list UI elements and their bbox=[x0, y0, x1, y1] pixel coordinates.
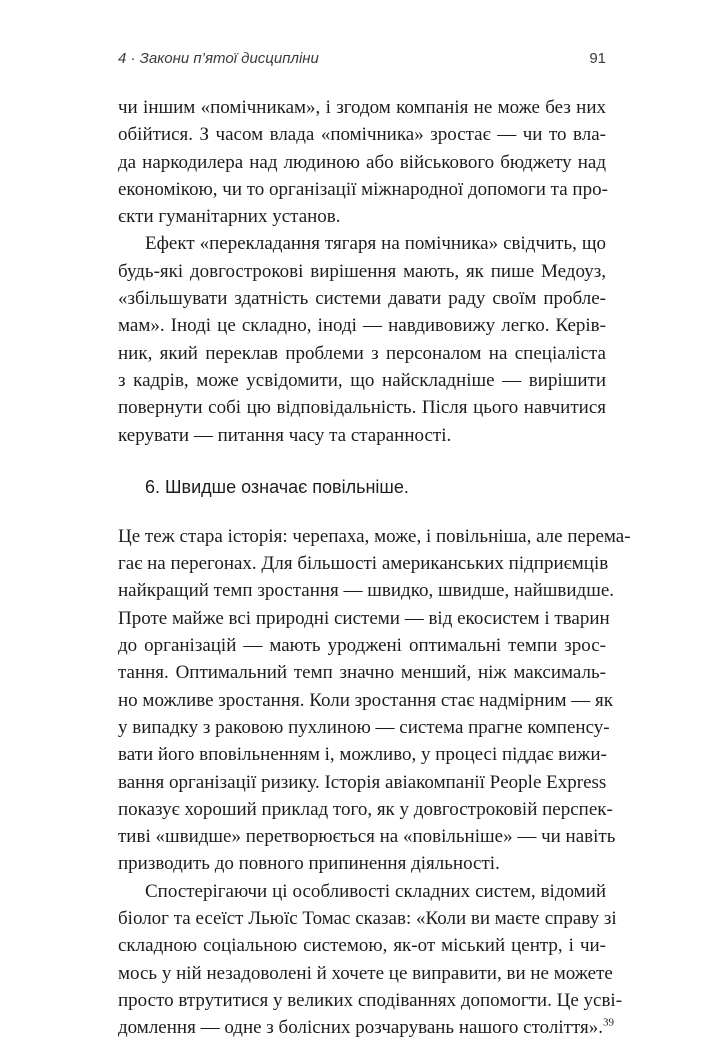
text-line: обійтися. З часом влада «помічника» зростає — чи то вла- bbox=[118, 124, 606, 146]
text-line: економікою, чи то організації міжнародної допомоги та про- bbox=[118, 178, 608, 200]
text-line: повернути собі цю відповідальність. Після цього навчитися bbox=[118, 397, 606, 419]
footnote-reference: 39 bbox=[602, 1016, 614, 1029]
text-line: будь-які довгострокові вирішення мають, як пише Медоуз, bbox=[118, 260, 606, 282]
text-line: біолог та есеїст Льюїс Томас сказав: «Коли ви маєте справу зі bbox=[118, 908, 617, 930]
text-line: ник, який переклав проблеми з персоналом на спеціаліста bbox=[118, 342, 606, 364]
text-line: показує хороший приклад того, як у довгостроковій перспек- bbox=[118, 798, 613, 820]
text-line: складною соціальною системою, як-от міський центр, і чи- bbox=[118, 935, 606, 957]
text-line: з кадрів, може усвідомити, що найскладніше — вирішити bbox=[118, 369, 606, 391]
paragraph bbox=[118, 878, 623, 1042]
text-line: Це теж стара історія: черепаха, може, і повільніша, але перема- bbox=[118, 525, 631, 547]
paragraph bbox=[118, 94, 606, 230]
paragraph bbox=[118, 230, 606, 448]
text-line: «збільшувати здатність системи давати раду своїм пробле- bbox=[118, 288, 606, 310]
text-line: керувати — питання часу та старанності. bbox=[118, 424, 452, 446]
text-line: мам». Іноді це складно, іноді — навдивовижу легко. Керів- bbox=[118, 315, 606, 337]
text-line: Проте майже всі природні системи — від екосистем і тварин bbox=[118, 607, 610, 629]
text-line: у випадку з раковою пухлиною — система прагне компенсу- bbox=[118, 716, 610, 738]
text-line: вати його вповільненням і, можливо, у процесі піддає вижи- bbox=[118, 744, 607, 766]
text-line bbox=[118, 1014, 614, 1041]
running-head bbox=[118, 50, 606, 74]
text-line: вання організації ризику. Історія авіакомпанії People Express bbox=[118, 771, 607, 793]
text-line-content: домлення — одне з болісних розчарувань нашого століття». bbox=[118, 1017, 603, 1039]
text-line: да наркодилера над людиною або військового бюджету над bbox=[118, 151, 606, 173]
text-line: єкти гуманітарних установ. bbox=[118, 206, 341, 228]
section-heading: 6. Швидше означає повільніше. bbox=[145, 476, 409, 497]
text-line: Ефект «перекладання тягаря на помічника» свідчить, що bbox=[145, 233, 606, 255]
text-line: чи іншим «помічникам», і згодом компанія не може без них bbox=[118, 97, 606, 118]
text-line: найкращий темп зростання — швидко, швидше, найшвидше. bbox=[118, 580, 615, 602]
text-line: просто втрутитися у великих сподіваннях допомогти. Це усві- bbox=[118, 989, 623, 1011]
chapter-title: 4 · Закони п’ятої дисципліни bbox=[118, 50, 319, 67]
text-line: тання. Оптимальний темп значно менший, ніж максималь- bbox=[118, 662, 606, 684]
text-line: Спостерігаючи ці особливості складних систем, відомий bbox=[145, 880, 606, 902]
text-line: призводить до повного припинення діяльності. bbox=[118, 853, 500, 875]
text-line: гає на перегонах. Для більшості американських підприємців bbox=[118, 553, 609, 575]
body-text bbox=[118, 94, 631, 1042]
text-line: до організацій — мають уроджені оптимальні темпи зрос- bbox=[118, 635, 606, 657]
text-line: тиві «швидше» перетворюється на «повільніше» — чи навіть bbox=[118, 826, 616, 848]
text-line: но можливе зростання. Коли зростання стає надмірним — як bbox=[118, 689, 614, 711]
page-number: 91 bbox=[589, 50, 606, 67]
text-line: мось у ній незадоволені й хочете це виправити, ви не можете bbox=[118, 962, 613, 984]
paragraph bbox=[118, 523, 631, 878]
